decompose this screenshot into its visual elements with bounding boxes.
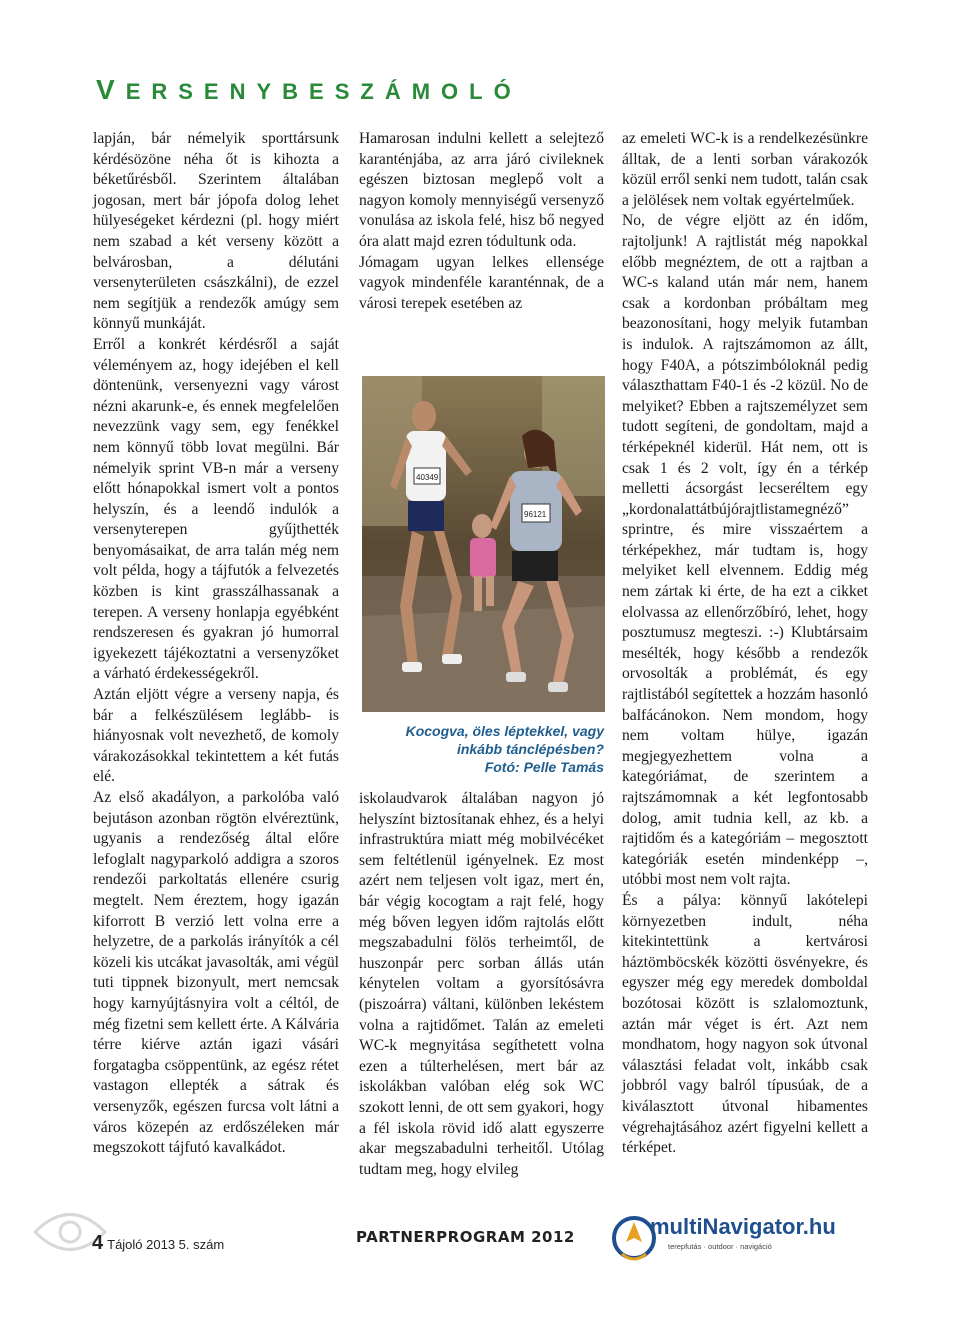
header-first-letter: V [96, 74, 126, 105]
paragraph: És a pálya: könnyű lakótelepi környezetben indult, néha kitekintettünk a kertvárosi háztömböcskék közötti ösvényekre, és egyszer még egy meredek domboldal bozótosai között is szlalomoztunk, aztán már véget is ért. Azt nem mondhatom, hogy nagyon sok útvonal választási feladat volt, inkább csak jobbról vagy balról típusúak, de a kiválasztott útvonal hibamentes végrehajtásához azért figyelni kellett a térképet. [622, 891, 868, 1157]
caption-line: Kocogva, öles léptekkel, vagy [405, 723, 604, 739]
caption-line: inkább tánclépésben? [456, 741, 604, 757]
article-column-3 [622, 129, 868, 1159]
paragraph: az emeleti WC-k is a rendelkezésünkre álltak, de a lenti sorban várakozók közül erről senki nem tudott, talán csak a jelölések nem voltak egyértelműek. [622, 130, 868, 209]
photo-caption [380, 722, 604, 776]
header-rest: ERSENYBESZÁMOLÓ [125, 79, 522, 104]
runners-illustration [362, 376, 605, 712]
logo-tagline: terepfutás · outdoor · navigáció [668, 1242, 772, 1251]
paragraph: lapján, bár némelyik sporttársunk kérdésözöne néha őt is kihozta a béketűrésből. Szerintem általában jogosan, mert bár jópofa dolog lehet hülyeségeket kérdezni (pl. hogy miért nem szabad a két verseny között a belvárosban, a délutáni versenyterületen császkálni), de ezzel nem segítjük a rendezők amúgy sem könnyű munkáját. [93, 130, 339, 333]
paragraph: Az első akadályon, a parkolóba való bejutáson azonban rögtön elvéreztünk, ugyanis a rendezőség által előre lefoglalt nagyparkoló addigra a szoros rendezői parkoltatás ellenére csurig megtelt. Nem éreztem, hogy igazán kiforrott B verzió lett volna erre a helyzetre, de a parkolás irányítók a cél közeli kis utcákat javasolták, ami végül tuti tippnek bizonyult, mert nemcsak hogy karnyújtásnyira volt a céltól, de még fizetni sem kellett érte. A Kálvária térre kiérve aztán igazi vásári forgatagba csöppentünk, az egész rétet vastagon ellepték a sátrak és versenyzők, egészen furcsa volt látni a város közepén az erdőszéleken már megszokott tájfutó kavalkádot. [93, 789, 339, 1157]
paragraph: Jómagam ugyan lelkes ellensége vagyok mindenféle karanténnak, de a városi terepek esetében az [359, 253, 604, 312]
magazine-issue: Tájoló 2013 5. szám [107, 1237, 225, 1252]
partner-program-label: PARTNERPROGRAM 2012 [356, 1228, 575, 1246]
page-number: 4 [92, 1232, 104, 1254]
paragraph: Hamarosan indulni kellett a selejtező karanténjába, az arra járó civileknek egészen biztosan meglepő volt a nagyon komoly mennyiségű versenyző vonulása az iskola felé, hisz bő negyed óra alatt majd ezren tódultunk oda. [359, 130, 604, 250]
paragraph: Erről a konkrét kérdésről a saját véleményem az, hogy idejében el kell döntenünk, versenyezni vagy várost nézni akarunk-e, és ennek megfelelően nevezzünk vagy sem, egy fenékkel nem könnyű több lovat megülni. Bár némelyik sprint VB-n már a verseny előtt hónapokkal ismert volt a pontos helyszín, és a leendő indulók a versenyterepen gyűjthették benyomásaikat, de arra talán még nem volt példa, hogy a tájfutók a felvezetés közben is kint grasszálhassanak a terepen. A verseny honlapja egyébként rendszeresen és gyakran jó humorral igyekezett tájékoztatni a versenyzőket a várható érdekességekről. [93, 335, 339, 683]
logo-text: multiNavigator.hu [650, 1214, 836, 1239]
bib-number-1: 40349 [416, 473, 439, 482]
article-column-2-top [359, 129, 604, 314]
article-column-1 [93, 129, 339, 1159]
page-footer [92, 1232, 224, 1255]
article-column-2-bottom [359, 789, 604, 1180]
paragraph: No, de végre eljött az én időm, rajtoljunk! A rajtlistát még napokkal előbb megnéztem, de ott a rajtban a WC-s kaland után már nem, hanem csak a kordonban próbáltam meg beazonosítani, hogy melyik futamban is indulok. A rajtszámomon az állt, hogy F40A, a pótszimbóloknál pedig választhattam F40-1 és -2 közül. No de melyiket? Ebben a rajtszemélyzet sem tudott segíteni, de gondoltam, majd a térképeknél kiderül. Hát nem, ott is csak 1 és 2 volt, így én a térkép melletti ácsorgást lecseréltem egy „kordonalattátbújórajtlistamegnéző” sprintre, és mire visszaértem a térképekhez, már tudtam is, hogy melyiket kell elvennem. Eddig még nem zártak ki érte, de ha ezt a cikket elolvassa az ellenőrzőbíró, lehet, hogy posztumusz megteszi. :-) Klubtársaim mesélték, hogy később a rendezők orvosolták a problémát, és egy rajtlistából segítettek a hozzám hasonló balfácánokon. Nem mondom, hogy nem voltam hülye, igazán megjegyezhettem volna a kategóriámat, de szerintem a rajtszámomnak a két legfontosabb dolog, amit tudnia kell, az kb. a rajtidőm és a kategóriám – megosztott kategóriák esetén mindenképp –, utóbbi most nem volt rajta. [622, 212, 868, 889]
runners-photo [362, 376, 605, 712]
section-header [96, 74, 522, 106]
bib-number-2: 96121 [524, 510, 547, 519]
photo-credit: Fotó: Pelle Tamás [484, 759, 604, 775]
paragraph: iskolaudvarok általában nagyon jó helyszínt biztosítanak ehhez, és a helyi infrastruktúra miatt még mobilvécéket sem feltétlenül igényelnek. Ez most azért nem teljesen volt igaz, mert én, bár végig kocogtam a rajt felé, hogy még bőven legyen időm rajtolás előtt megszabadulni fölös terheimtől, de huszonpár perc sorban állás után kénytelen voltam a gyorsítósávra (piszoárra) váltani, különben lekéstem volna a rajtidőmet. Talán az emeleti WC-k megnyitása segíthetett volna ezen a túlterhelésen, mert bár az iskolákban valóban elég sok WC szokott lenni, de ott sem gyakori, hogy a fél iskola rövid idő alatt egyszerre akar megszabadulni terheitől. Utólag tudtam meg, hogy elvileg [359, 790, 604, 1178]
paragraph: Aztán eljött végre a verseny napja, és bár a felkészülésem leglább- is hiányosnak volt nevezhető, de komoly várakozásokkal tekintettem a két futás elé. [93, 686, 339, 786]
